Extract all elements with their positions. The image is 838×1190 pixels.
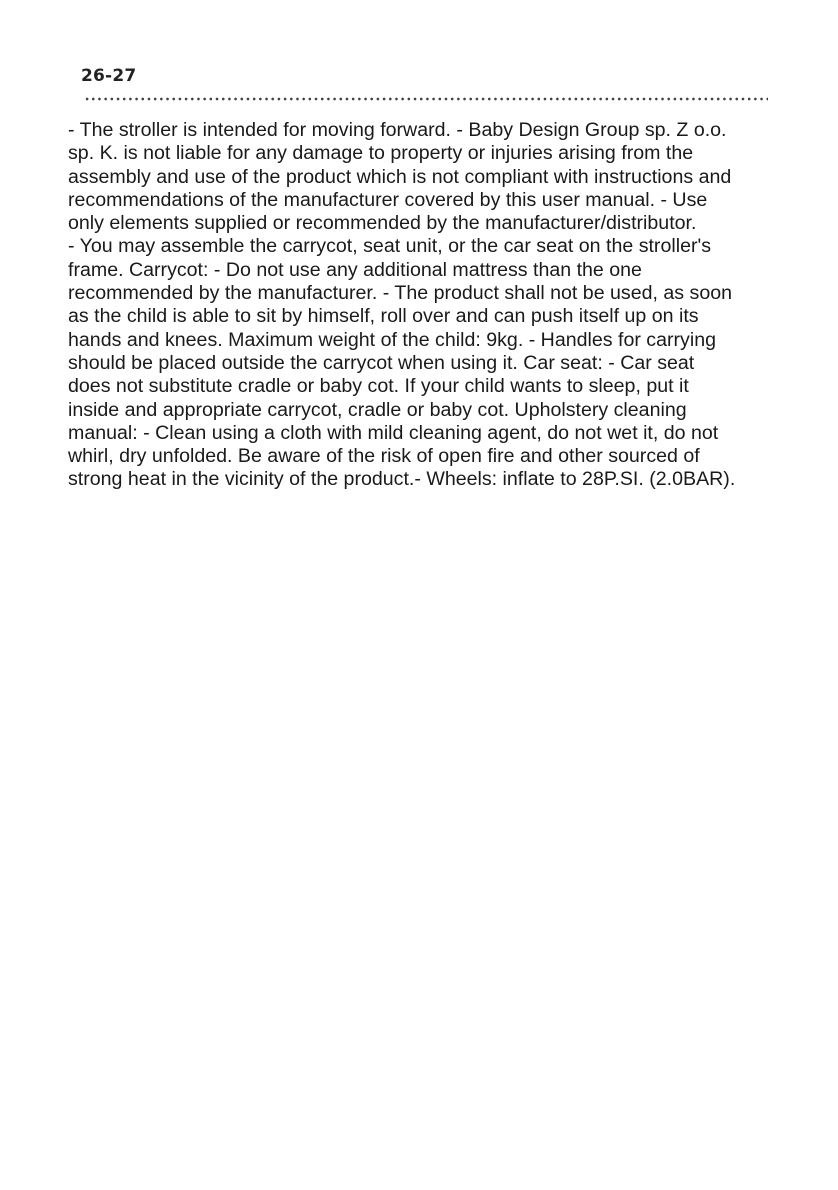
- page-number: 26-27: [81, 66, 137, 86]
- text-line: recommendations of the manufacturer covered by this user manual. - Use: [68, 188, 708, 211]
- text-line: only elements supplied or recommended by the manufacturer/distributor.: [68, 212, 697, 235]
- dotted-divider: [84, 97, 768, 101]
- text-line: should be placed outside the carrycot when using it. Car seat: - Car seat: [68, 351, 695, 374]
- safety-instructions-paragraph: [68, 119, 788, 492]
- text-line: inside and appropriate carrycot, cradle or baby cot. Upholstery cleaning: [68, 398, 687, 421]
- text-line: - The stroller is intended for moving forward. - Baby Design Group sp. Z o.o.: [68, 119, 727, 141]
- text-line: assembly and use of the product which is not compliant with instructions and: [68, 165, 732, 188]
- text-line: does not substitute cradle or baby cot. If your child wants to sleep, put it: [68, 375, 689, 398]
- text-line: sp. K. is not liable for any damage to property or injuries arising from the: [68, 142, 694, 165]
- text-line: recommended by the manufacturer. - The product shall not be used, as soon: [68, 282, 733, 305]
- text-line: hands and knees. Maximum weight of the child: 9kg. - Handles for carrying: [68, 328, 717, 351]
- text-line: - You may assemble the carrycot, seat unit, or the car seat on the stroller's: [68, 235, 712, 258]
- text-line: strong heat in the vicinity of the product.- Wheels: inflate to 28P.SI. (2.0BAR).: [68, 468, 736, 491]
- text-line: manual: - Clean using a cloth with mild cleaning agent, do not wet it, do not: [68, 421, 719, 444]
- text-line: frame. Carrycot: - Do not use any additional mattress than the one: [68, 258, 642, 281]
- text-line: as the child is able to sit by himself, roll over and can push itself up on its: [68, 305, 699, 328]
- text-line: whirl, dry unfolded. Be aware of the risk of open fire and other sourced of: [68, 445, 700, 468]
